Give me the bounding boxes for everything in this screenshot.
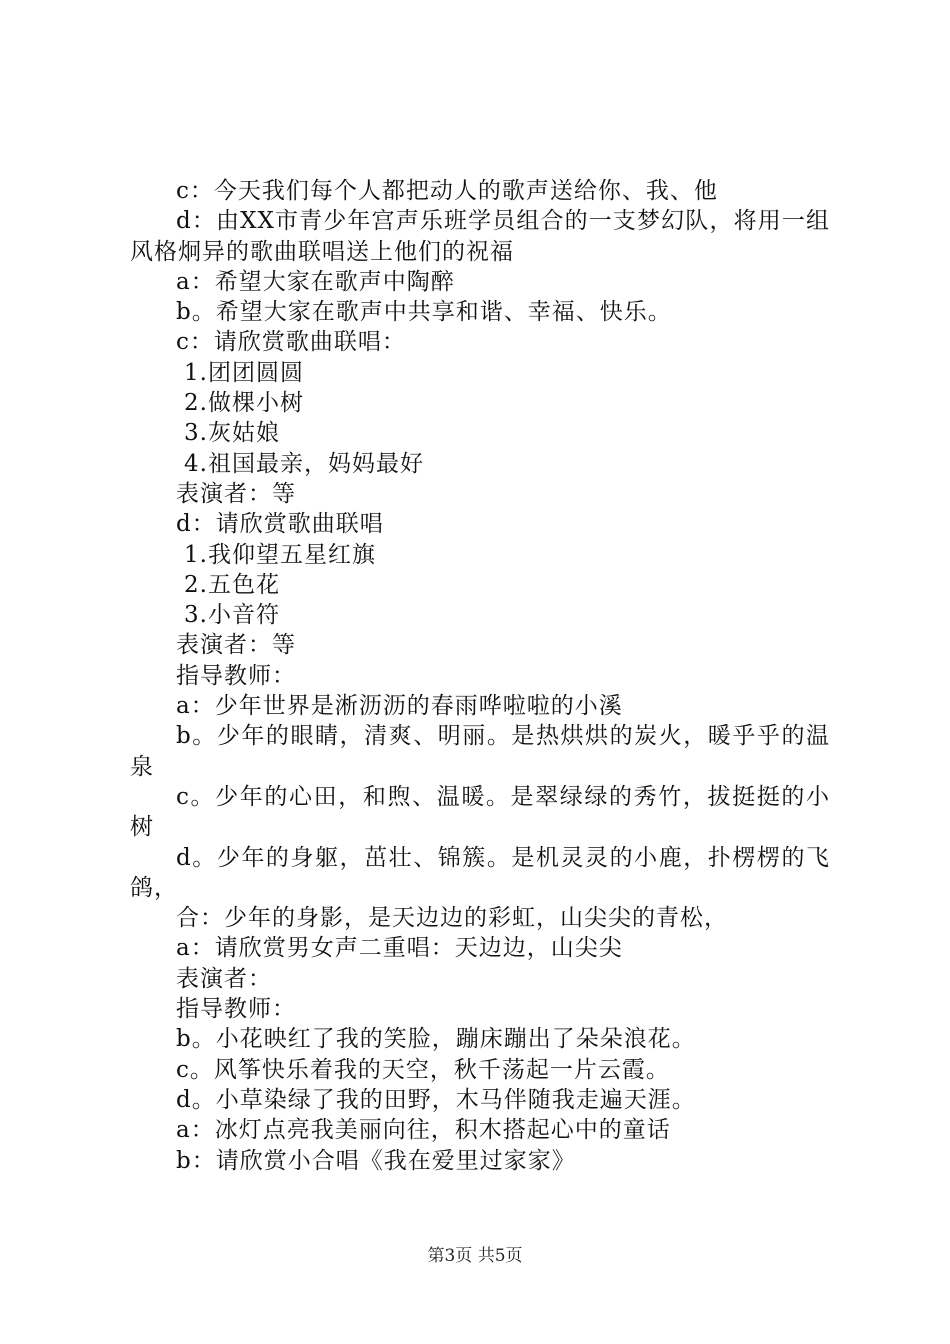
list-item: 2.做棵小树 [184, 390, 304, 417]
text-line: b：请欣赏小合唱《我在爱里过家家》 [176, 1147, 576, 1174]
text-line: a：请欣赏男女声二重唱：天边边，山尖尖 [176, 935, 623, 962]
list-item: 2.五色花 [184, 571, 280, 598]
text-paragraph: d：由XX市青少年宫声乐班学员组合的一支梦幻队，将用一组风格炯异的歌曲联唱送上他们的祝福 [130, 208, 830, 265]
text-paragraph: d。少年的身躯，茁壮、锦簇。是机灵灵的小鹿，扑楞楞的飞鸽， [130, 844, 830, 901]
text-paragraph: c。少年的心田，和煦、温暖。是翠绿绿的秀竹，拔挺挺的小树 [130, 783, 830, 841]
text-line: 表演者： [176, 965, 272, 992]
list-item: 3.小音符 [184, 602, 280, 629]
text-line: b。希望大家在歌声中共享和谐、幸福、快乐。 [176, 299, 672, 326]
text-line: 合：少年的身影，是天边边的彩虹，山尖尖的青松， [176, 905, 728, 932]
text-line: c。风筝快乐着我的天空，秋千荡起一片云霞。 [176, 1056, 670, 1083]
list-item: 1.团团圆圆 [184, 359, 304, 386]
list-item: 1.我仰望五星红旗 [184, 541, 376, 568]
text-line: c：请欣赏歌曲联唱： [176, 329, 406, 356]
text-line: a：希望大家在歌声中陶醉 [176, 268, 455, 295]
document-body [130, 176, 830, 1176]
text-line: a：冰灯点亮我美丽向往，积木搭起心中的童话 [176, 1117, 671, 1144]
text-line: d。小草染绿了我的田野，木马伴随我走遍天涯。 [176, 1086, 696, 1113]
text-line: b。小花映红了我的笑脸，蹦床蹦出了朵朵浪花。 [176, 1026, 696, 1053]
list-item: 4.祖国最亲，妈妈最好 [184, 450, 424, 477]
page-number-footer: 第3页 共5页 [427, 1246, 523, 1266]
list-item: 3.灰姑娘 [184, 420, 280, 447]
text-line: 表演者：等 [176, 632, 296, 659]
text-paragraph: b。少年的眼睛，清爽、明丽。是热烘烘的炭火，暖乎乎的温泉 [130, 723, 830, 780]
text-line: 指导教师： [176, 662, 296, 689]
text-line: 指导教师： [176, 996, 296, 1023]
text-line: a：少年世界是淅沥沥的春雨哗啦啦的小溪 [176, 693, 623, 720]
text-line: d：请欣赏歌曲联唱 [176, 511, 384, 538]
text-line: 表演者：等 [176, 480, 296, 507]
text-line: c：今天我们每个人都把动人的歌声送给你、我、他 [176, 178, 718, 204]
